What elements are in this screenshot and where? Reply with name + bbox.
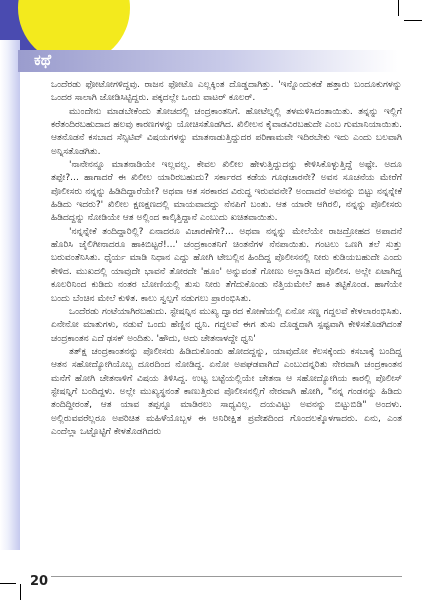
- crop-mark-top-right-vertical: [398, 0, 399, 16]
- paragraph: ಒಂದೆರಡು ಫೋಟೋಗಳಿದ್ದವು. ರಾಜನ ಫೋಟೊ ಎಲ್ಲಕ್ಕಿಂತ ದೊಡ್ಡದಾಗಿತ್ತು. 'ಇನ್ನೊಂದುಕಡೆ ಹತ್ತಾರು ಬಂದೂಕುಗಳನ್ನು ಒಂದರ ಸಾಲಾಗಿ ಜೋಡಿಸಿಟ್ಟಿದ್ದರು. ಪಕ್ಕದಲ್ಲೇ ಒಂದು ವಾಟರ್ ಕೂಲರ್.: [51, 80, 402, 104]
- paragraph: 'ನನ್ನನ್ನೇಕೆ ತಂದಿದ್ದಾರಿಲ್ಲಿ? ಏನಾದರೂ ವಿಚಾರಣೆಗೇ?... ಅಥವಾ ನನ್ನನ್ನು ಮೇಲೆಯೇ ರಾಜದ್ರೋಹದ ಅಪಾದನೆ ಹೊರಿಸಿ ಜೈಲಿಗೀನಾದರೂ ಹಾಕಿಬಿಟ್ಟರೆ!...' ಚಂದ್ರಕಾಂತನಿಗೆ ಚಿಂತನೆಗಳ ನೆನಪಾಯಿತು. ಗಂಟಲು ಒಣಗಿ ತಲೆ ಸುತ್ತು ಬರುವಂತೆನಿಸಿತು. ಧೈರ್ಯ ಮಾಡಿ ನಿಧಾನ ಎದ್ದು ಹೋಗಿ ಟೇಬಲ್ಲಿನ ಹಿಂದಿದ್ದ ಪೊಲೀಸನಲ್ಲಿ ನೀರು ಕುಡಿಯಬಹುದೇ ಎಂದು ಕೇಳಿದ. ಮುಖದಲ್ಲಿ ಯಾವುದೇ ಭಾವನೆ ತೋರದೇ 'ಹೂಂ' ಅನ್ನುವಂತೆ ಗೋಣು ಅಲ್ಲಾಡಿಸಿದ ಪೊಲೀಸ. ಅಲ್ಲೇ ಏಟಾಗಿದ್ದ ಕೂಲರಿನಿಂದ ಕುಡಿದು ನಂತರ ಬೋಣಿಯಲ್ಲಿ ತುಸು ನೀರು ತೆಗೆದುಕೊಂಡು ನೆತ್ತಿಯಮೇಲೆ ಹಾಕಿ ತಟ್ಟಿಕೊಂಡ. ಹಾಗೆಯೇ ಬಂದು ಬೆಂಚಿನ ಮೇಲೆ ಕುಳಿತ. ಕಾಲು ಸ್ವಲ್ಪಗೆ ನಡುಗಲು ಪ್ರಾರಂಭಿಸಿತು.: [51, 226, 402, 304]
- paragraph: ತತ್ಕ್ಷ ಚಂದ್ರಕಾಂತನನ್ನು ಪೊಲೀಸರು ಹಿಡಿದುಕೊಂಡು ಹೋದದ್ದನ್ನು, ಯಾವುದೋ ಕೆಲಸಕ್ಕೆಂದು ಕಸಬಾಕ್ಕೆ ಬಂದಿದ್ದ ಆತನ ಸಹೋದ್ಯೋಗಿಯೊಬ್ಬ ದೂರದಿಂದ ನೋಡಿದ್ದ. ಏನೋ ಅಪಘಡವಾಗಿದೆ ಎಂಬುದನ್ನರಿತು ನೇರವಾಗಿ ಚಂದ್ರಕಾಂತನ ಮನೆಗೆ ಹೋಗಿ ಚೇತನಾಳಿಗೆ ವಿಷಯ ತಿಳಿಸಿದ್ದ. ಉಟ್ಟ ಬಟ್ಟೆಯಲ್ಲಿಯೇ ಚೇತನಾ ಆ ಸಹೋದ್ಯೋಗಿಯ ಕಾರಲ್ಲಿ ಪೊಲೀಸ್ ಸ್ಟೇಷನ್ನಿಗೆ ಬಂದಿದ್ದಳು. ಅಲ್ಲೇ ಮುಖ್ಯಸ್ಥನಂತೆ ಕಾಣುತ್ತಿರುವ ಪೊಲೀಸನಲ್ಲಿಗೆ ನೇರವಾಗಿ ಹೋಗಿ, "ನನ್ನ ಗಂಡನನ್ನು ಹಿಡಿದು ತಂದಿದ್ದೀರಂತೆ, ಆತ ಯಾವ ತಪ್ಪನ್ನೂ ಮಾಡಿರಲು ಸಾಧ್ಯವಿಲ್ಲ. ದಯವಿಟ್ಟು ಅವನನ್ನು ಬಿಟ್ಟುಬಿಡಿ" ಅಂದಳು. ಅಲ್ಲಿರುವವರೆಲ್ಲರೂ ಅಪರಿಚಿತ ಮಹಿಳೆಯೊಬ್ಬಳ ಈ ಅನಿರೀಕ್ಷಿತ ಪ್ರವೇಶದಿಂದ ಗೊಂದಲಕ್ಕೊಳಗಾದರು. ಏನು, ಎಂತ ಎಂದೆಲ್ಲಾ ಒಟ್ಟೊಟ್ಟಿಗೆ ಕೇಳತೊಡಗಿದರು: [51, 346, 402, 437]
- section-title: ಕಥೆ: [34, 51, 52, 69]
- left-margin-band-decoration: [0, 40, 20, 550]
- crop-mark-bottom-left-horizontal: [0, 583, 16, 584]
- paragraph: 'ನಾನೇನನ್ನೂ ಮಾತನಾಡಿಯೇ ಇಲ್ಲವಲ್ಲ. ಕೇವಲ ಖಿಲೀಲ ಹೇಳುತ್ತಿದ್ದುದನ್ನು ಕೇಳಿಸಿಕೊಳ್ಳುತ್ತಿದ್ದೆ ಅಷ್ಟೇ. ಅದೂ ತಪ್ಪೇ?... ಹಾಗಾದರೆ ಈ ಖಿಲೀಲ ಯಾರಿರಬಹುದು? ಸರ್ಕಾರದ ಕಡೆಯ ಗೂಢಚಾರನೇ? ಅವನ ಸೂಚನೆಯ ಮೇರೆಗೆ ಪೊಲೀಸರು ನನ್ನನ್ನು ಹಿಡಿದಿದ್ದಾರೆಯೇ? ಅಥವಾ ಆತ ಸರಕಾರದ ವಿರುದ್ಧ ಇರುವವನೇ? ಅಂದಾದರೆ ಅವನನ್ನು ಬಿಟ್ಟು ನನ್ನನ್ನೇಕೆ ಹಿಡಿದು ಇದರು?' ಖಿಲೀಲ ಕ್ಷಣಕ್ಷಣದಲ್ಲಿ ಮಾಯವಾದದ್ದು ನೆನಪಿಗೆ ಬಂತು. ಆತ ಯಾರೇ ಆಗಿರಲಿ, ನನ್ನನ್ನು ಪೊಲೀಸರು ಹಿಡಿದದ್ದನ್ನು ನೋಡಿಯೇ ಆತ ಅಲ್ಲಿಂದ ಕಾಲ್ಕಿತ್ತಿದ್ದಾನೆ ಎಂಬುದು ಖಚಿತವಾಯಿತು.: [51, 160, 402, 224]
- article-body: [51, 79, 402, 439]
- paragraph: ಒಂದೆರಡು ಗಂಟೆಯಾಗಿರಬಹುದು. ಸ್ಟೇಷನ್ನಿನ ಮುಖ್ಯ ದ್ವಾರದ ಕೋಣೆಯಲ್ಲಿ ಏನೋ ಸಣ್ಣ ಗದ್ದಲವೆ ಕೇಳಲಾರಂಭಿಸಿತು. ಏನೇನೋ ಮಾತುಗಳು, ನಡುವೆ ಒಂದು ಹೆಣ್ಣಿನ ಧ್ವನಿ. ಗದ್ದಲವೆ ಈಗ ತುಸು ದೊಡ್ಡದಾಗಿ ಸ್ಪಷ್ಟವಾಗಿ ಕೇಳಿಸತೊಡಗಿದಂತೆ ಚಂದ್ರಕಾಂತನ ಎದೆ ಢಸಕ್ ಅಂದಿತು. 'ಹೌದು, ಅದು ಚೇತನಾಳದ್ದೇ ಧ್ವನಿ': [51, 306, 402, 344]
- page-number: 20: [30, 574, 49, 589]
- section-title-bar: [18, 50, 398, 72]
- crop-mark-bottom-left-vertical: [20, 584, 21, 600]
- footer-rule: [51, 576, 402, 577]
- paragraph: ಮುಂದೇನು ಮಾಡಬೇಕೆಂದು ತೋಚದಲ್ಲಿ ಚಂದ್ರಕಾಂತನಿಗೆ. ಹೋಟೆಲ್ನಲ್ಲಿ ತಳಮಳಿಸಿದಂತಾಯಿತು. ತನ್ನನ್ನು ಇಲ್ಲಿಗೆ ಕರೆತಂದಿರಬಹುದಾದ ಹಲವು ಕಾರಣಗಳನ್ನು ಯೋಚಿಸತೊಡಗಿದ. ಖಿಲೀಲನ ಕೈವಾಡವಿರಬಹುದೇ ಎಂಬ ಗುಮಾನಿಯಾಯಿತು. ಆತನೊಡನೆ ಕಸಬಾದ ಸೆನ್ಸಿಟಿವ್ ವಿಷಯಗಳನ್ನು ಮಾತನಾಡುತ್ತಿದ್ದುದರ ಪರಿಣಾಮವೇ ಇದಿರಬೇಕು ಇದು ಎಂದು ಬಲವಾಗಿ ಅನ್ನಿಸತೊಡಗಿತು.: [51, 106, 402, 157]
- crop-mark-top-right-horizontal: [404, 20, 422, 21]
